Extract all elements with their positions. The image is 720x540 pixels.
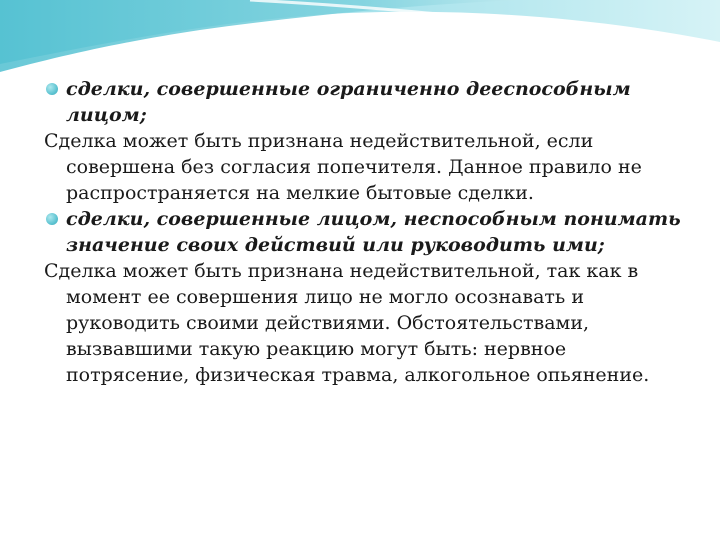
bullet-item xyxy=(44,76,694,128)
bullet-dot-icon xyxy=(46,213,58,225)
body-paragraph: Сделка может быть признана недействительной, так как в момент ее совершения лицо не могло осознавать и руководить своими действиями. Обстоятельствами, вызвавшими такую реакцию могут быть: нервное потрясение, физическая травма, алкогольное опьянение. xyxy=(44,260,650,386)
header-wave-decoration xyxy=(0,0,720,80)
bullet-dot-icon xyxy=(46,83,58,95)
bullet-text: сделки, совершенные ограниченно дееспособным лицом; xyxy=(66,78,631,126)
slide-content xyxy=(44,76,694,388)
bullet-item xyxy=(44,206,694,258)
bullet-text: сделки, совершенные лицом, неспособным понимать значение своих действий или руководить ими; xyxy=(66,208,681,256)
body-paragraph: Сделка может быть признана недействительной, если совершена без согласия попечителя. Данное правило не распространяется на мелкие бытовые сделки. xyxy=(44,130,642,204)
